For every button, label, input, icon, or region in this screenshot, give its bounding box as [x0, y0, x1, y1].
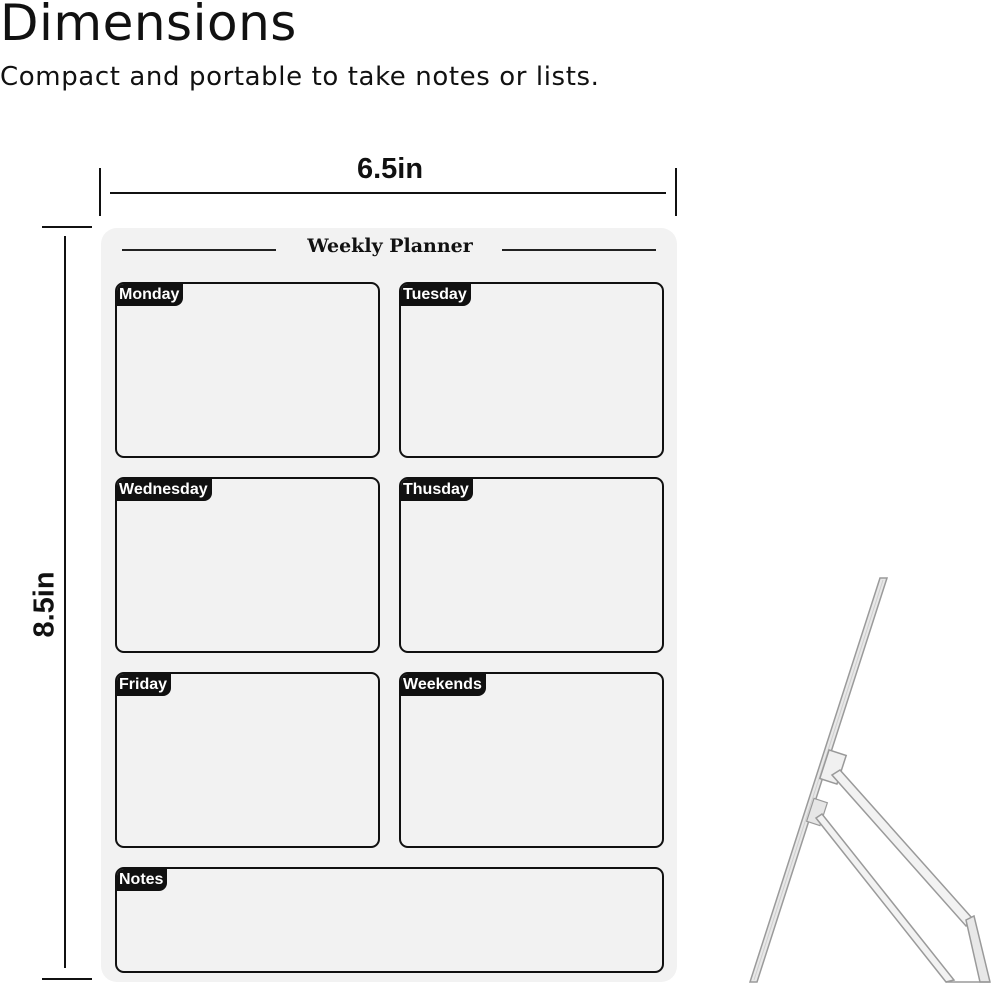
section-notes — [115, 867, 664, 973]
section-thursday — [399, 477, 664, 653]
section-label: Wednesday — [117, 479, 212, 501]
section-friday — [115, 672, 380, 848]
height-dimension-bottom-tick — [42, 978, 92, 980]
section-label: Tuesday — [401, 284, 471, 306]
title-rule-left — [122, 249, 276, 251]
height-dimension-top-tick — [42, 226, 92, 228]
title-rule-right — [502, 249, 656, 251]
width-dimension-line — [110, 192, 666, 194]
section-label: Friday — [117, 674, 171, 696]
width-dimension-label: 6.5in — [356, 153, 424, 185]
section-tuesday — [399, 282, 664, 458]
stand-side-view-image — [740, 570, 1000, 985]
section-label: Thusday — [401, 479, 473, 501]
height-dimension-line — [64, 236, 66, 968]
section-monday — [115, 282, 380, 458]
width-dimension-right-tick — [675, 168, 677, 216]
section-weekends — [399, 672, 664, 848]
page-subheading: Compact and portable to take notes or lists. — [0, 62, 600, 92]
section-label: Monday — [117, 284, 183, 306]
planner-title: Weekly Planner — [307, 235, 473, 257]
section-wednesday — [115, 477, 380, 653]
width-dimension-left-tick — [99, 168, 101, 216]
section-label: Weekends — [401, 674, 486, 696]
section-label: Notes — [117, 869, 167, 891]
page-heading: Dimensions — [0, 0, 297, 52]
height-dimension-label: 8.5in — [28, 571, 61, 638]
